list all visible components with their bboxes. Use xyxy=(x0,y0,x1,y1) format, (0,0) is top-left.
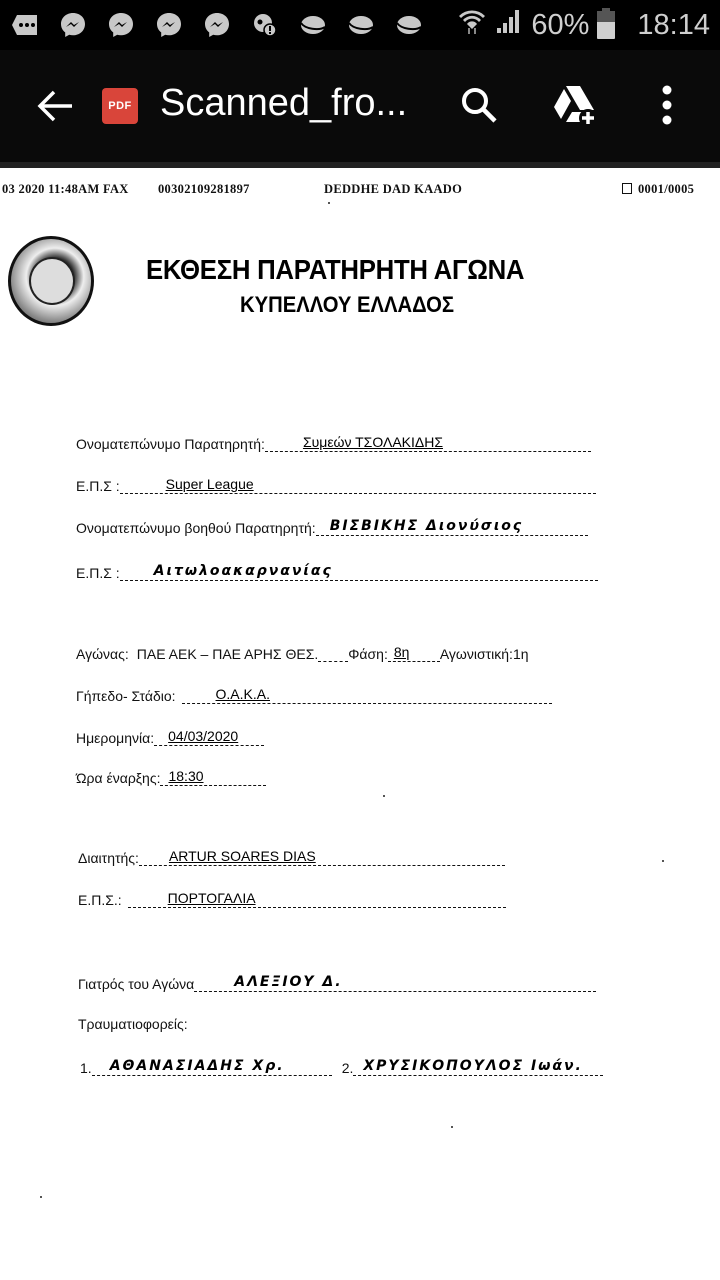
scan-speck xyxy=(451,1126,453,1128)
more-vert-icon xyxy=(652,84,682,128)
more-options-button[interactable] xyxy=(652,84,682,128)
messenger-icon xyxy=(106,10,136,40)
scan-speck xyxy=(383,795,385,797)
eps1-row xyxy=(76,476,596,494)
start-time-label: Ώρα έναρξης: xyxy=(76,770,161,786)
start-time-field xyxy=(160,768,266,786)
add-to-drive-button[interactable] xyxy=(552,84,600,128)
eps2-value: Αιτωλοακαρνανίας xyxy=(153,563,333,579)
planet-icon xyxy=(394,10,424,40)
messenger-icon xyxy=(58,10,88,40)
observer-field xyxy=(265,434,591,452)
doctor-value: ΑΛΕΞΙΟΥ Δ. xyxy=(234,974,343,990)
search-icon xyxy=(460,86,500,126)
status-bar xyxy=(0,0,720,50)
assistant-value: ΒΙΣΒΙΚΗΣ Διονύσιος xyxy=(329,518,524,534)
fax-sender: DEDDHE DAD KAADO xyxy=(324,182,463,196)
eps3-row xyxy=(78,890,506,908)
stretcher2-field xyxy=(353,1058,603,1076)
match-value: ΠΑΕ ΑΕΚ – ΠΑΕ ΑΡΗΣ ΘΕΣ. xyxy=(136,646,319,662)
date-value: 04/03/2020 xyxy=(168,728,239,744)
logo-emblem xyxy=(29,257,75,305)
stadium-row xyxy=(76,686,552,704)
stadium-field xyxy=(182,686,552,704)
stadium-value: Ο.Α.Κ.Α. xyxy=(215,686,270,702)
referee-label: Διαιτητής: xyxy=(78,850,139,866)
back-button[interactable] xyxy=(36,88,76,124)
stretcher1-number: 1. xyxy=(80,1060,92,1076)
eps2-row xyxy=(76,563,598,581)
observer-label: Ονοματεπώνυμο Παρατηρητή: xyxy=(76,436,265,452)
eps3-label: Ε.Π.Σ.: xyxy=(78,892,122,908)
stretcher2-number: 2. xyxy=(341,1060,354,1076)
assistant-row xyxy=(76,518,588,536)
eps2-label: Ε.Π.Σ : xyxy=(76,565,120,581)
notification-icons xyxy=(10,10,424,40)
battery-icon xyxy=(597,11,615,39)
signal-icon xyxy=(495,7,523,43)
wifi-icon xyxy=(457,6,487,44)
fax-datetime: 03 2020 11:48AM FAX xyxy=(2,182,129,196)
eps3-field xyxy=(128,890,506,908)
fax-page-icon xyxy=(622,183,632,194)
assistant-label: Ονοματεπώνυμο βοηθού Παρατηρητή: xyxy=(76,520,316,536)
observer-value: Συμεών ΤΣΟΛΑΚΙΔΗΣ xyxy=(302,434,443,450)
doctor-row xyxy=(78,974,596,992)
observer-row xyxy=(76,434,591,452)
document-heading: ΕΚΘΕΣΗ ΠΑΡΑΤΗΡΗΤΗ ΑΓΩΝΑ xyxy=(146,254,525,285)
referee-field xyxy=(139,848,505,866)
document-title: Scanned_fro... xyxy=(160,82,408,124)
doctor-field xyxy=(194,974,596,992)
eps1-value: Super League xyxy=(165,476,254,492)
battery-percent: 60% xyxy=(531,8,590,41)
search-button[interactable] xyxy=(460,86,500,126)
matchday-label: Αγωνιστική: xyxy=(439,646,513,662)
drive-add-icon xyxy=(552,84,600,128)
date-label: Ημερομηνία: xyxy=(76,730,155,746)
stretcher-label: Τραυματιοφορείς: xyxy=(78,1016,188,1032)
document-subheading: ΚΥΠΕΛΛΟΥ ΕΛΛΑΔΟΣ xyxy=(240,292,455,317)
match-field-blank xyxy=(318,644,348,662)
eps3-value: ΠΟΡΤΟΓΑΛΙΑ xyxy=(167,890,256,906)
fax-page-number: 0001/0005 xyxy=(638,182,695,196)
planet-icon xyxy=(298,10,328,40)
assistant-field xyxy=(316,518,588,536)
referee-row xyxy=(78,848,505,866)
match-label: Αγώνας: xyxy=(76,646,129,662)
alert-app-icon xyxy=(250,10,280,40)
messenger-icon xyxy=(202,10,232,40)
fax-page xyxy=(622,182,694,197)
date-field xyxy=(154,728,264,746)
arrow-left-icon xyxy=(36,88,76,124)
system-status xyxy=(457,6,710,44)
eps1-label: Ε.Π.Σ : xyxy=(76,478,120,494)
pdf-file-icon: PDF xyxy=(102,88,138,124)
document-page[interactable] xyxy=(0,168,720,1280)
matchday-value: 1η xyxy=(512,646,529,662)
messenger-icon xyxy=(154,10,184,40)
scan-speck xyxy=(662,860,664,862)
phase-label: Φάση: xyxy=(348,646,388,662)
scan-speck xyxy=(40,1196,42,1198)
planet-icon xyxy=(346,10,376,40)
date-row xyxy=(76,728,264,746)
eps2-field xyxy=(120,563,598,581)
start-time-value: 18:30 xyxy=(168,768,204,784)
stretcher-label-row xyxy=(78,1016,188,1032)
federation-logo xyxy=(8,236,94,326)
stretcher1-value: ΑΘΑΝΑΣΙΑΔΗΣ Χρ. xyxy=(109,1058,285,1074)
start-time-row xyxy=(76,768,266,786)
app-bar xyxy=(0,50,720,162)
stretcher1-field xyxy=(92,1058,332,1076)
more-dots-icon xyxy=(10,10,40,40)
referee-value: ARTUR SOARES DIAS xyxy=(168,848,316,864)
clock: 18:14 xyxy=(637,8,710,41)
scan-speck xyxy=(328,202,330,204)
match-row xyxy=(76,644,529,662)
stretcher-row xyxy=(80,1058,603,1076)
stadium-label: Γήπεδο- Στάδιο: xyxy=(76,688,176,704)
stretcher2-value: ΧΡΥΣΙΚΟΠΟΥΛΟΣ Ιωάν. xyxy=(363,1058,583,1074)
eps1-field xyxy=(120,476,596,494)
phase-field xyxy=(388,644,440,662)
doctor-label: Γιατρός του Αγώνα xyxy=(78,976,195,992)
phase-value: 8η xyxy=(393,644,410,660)
fax-number: 00302109281897 xyxy=(158,182,250,196)
